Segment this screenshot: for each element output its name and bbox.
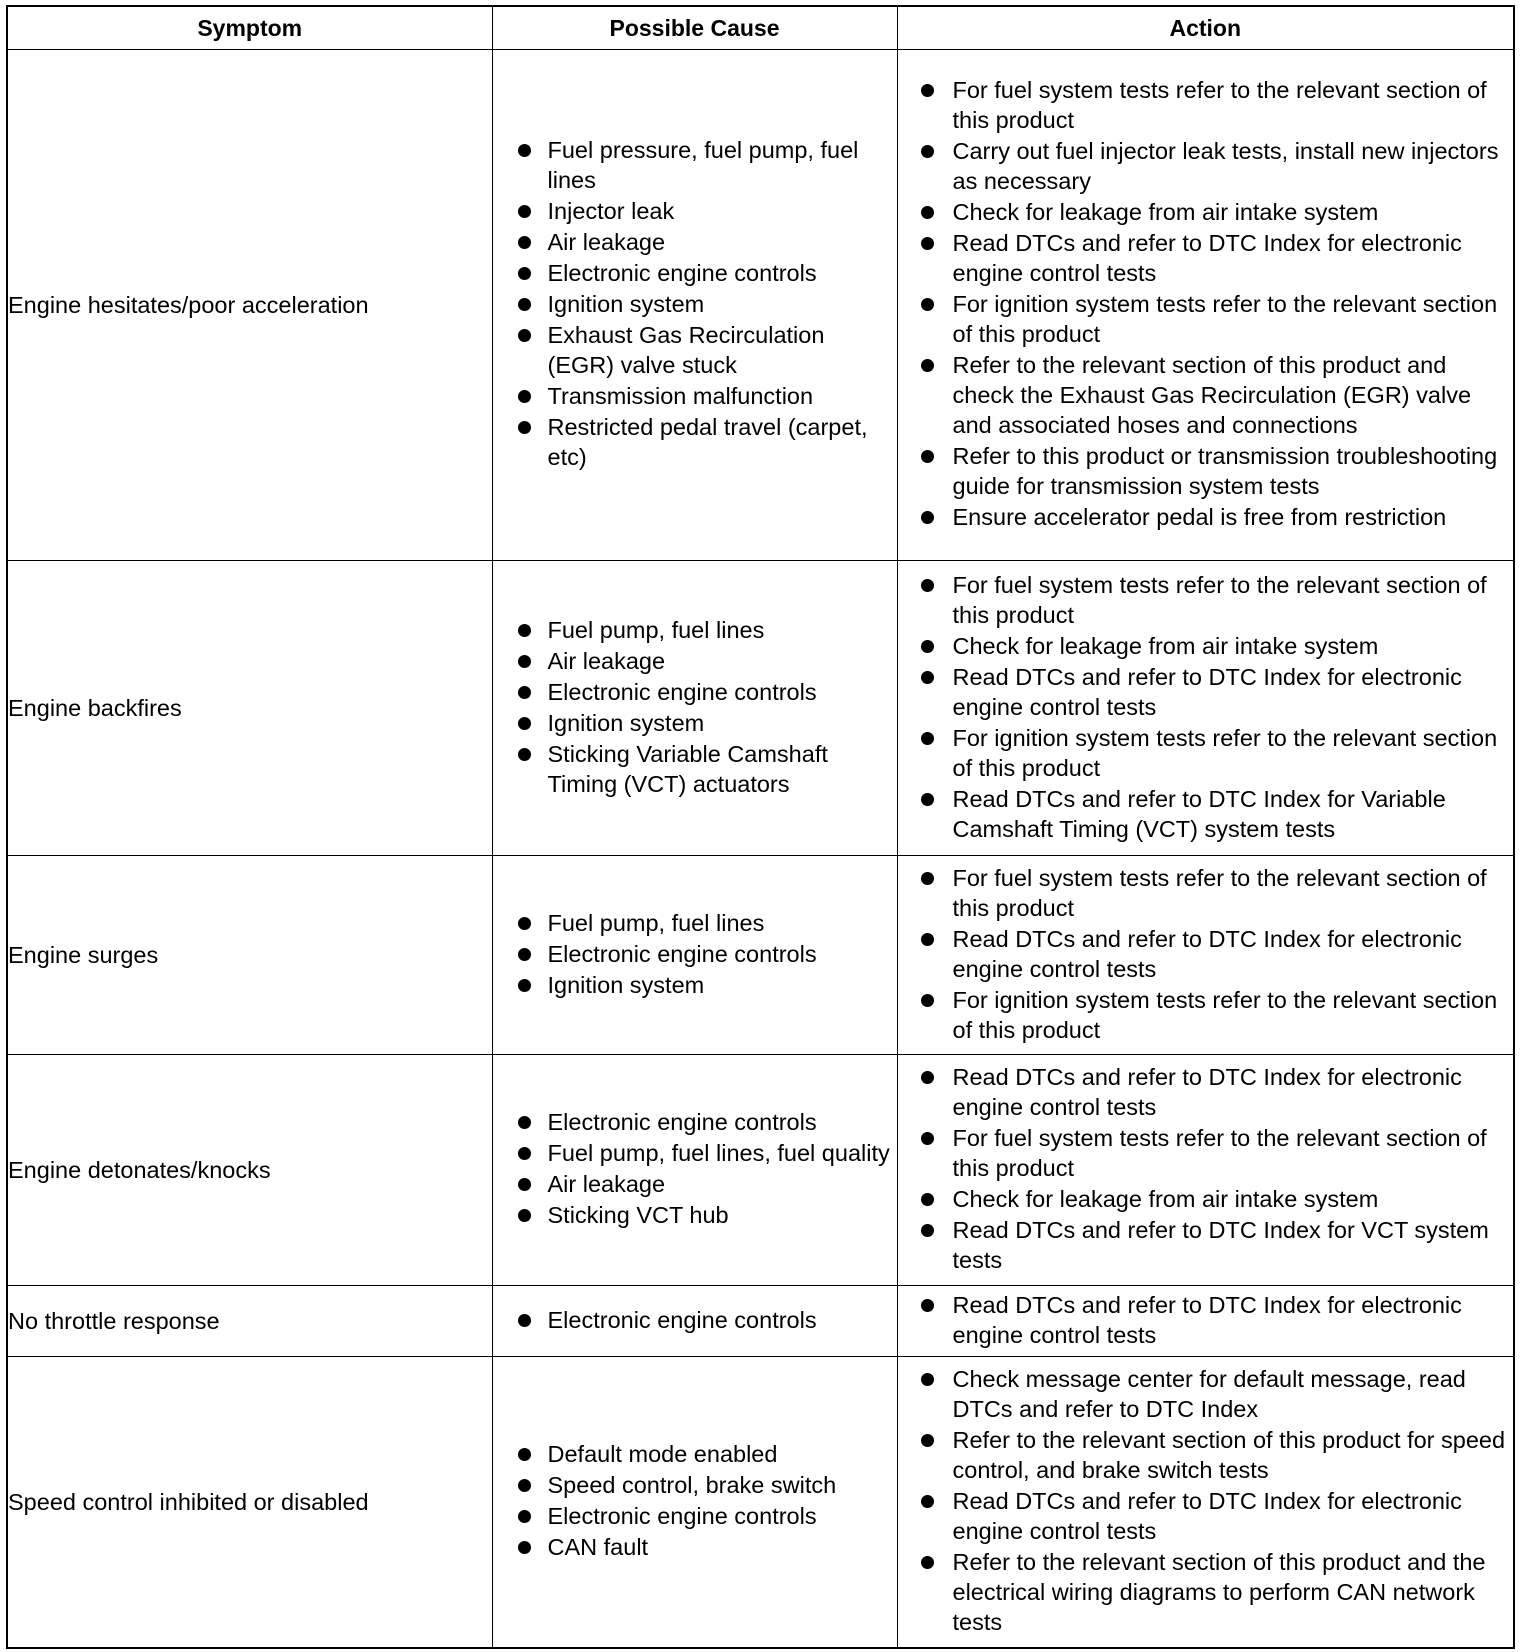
action-item: Read DTCs and refer to DTC Index for electronic engine control tests [898,924,1510,984]
table-row [7,561,1514,856]
action-item: Refer to this product or transmission troubleshooting guide for transmission system tests [898,441,1510,501]
cause-item: Transmission malfunction [493,381,893,411]
action-item: Read DTCs and refer to DTC Index for electronic engine control tests [898,228,1510,288]
cause-cell [492,1286,897,1357]
symptom-cell: Engine surges [7,856,492,1055]
action-item: Carry out fuel injector leak tests, install new injectors as necessary [898,136,1510,196]
table-row [7,1357,1514,1649]
action-item: For fuel system tests refer to the relevant section of this product [898,1123,1510,1183]
cause-item: Electronic engine controls [493,1501,893,1531]
action-item: For ignition system tests refer to the relevant section of this product [898,289,1510,349]
cause-list [493,1105,897,1235]
table-row [7,50,1514,561]
cause-item: Ignition system [493,708,893,738]
cause-item: Fuel pump, fuel lines, fuel quality [493,1138,893,1168]
table-row [7,856,1514,1055]
cause-cell [492,856,897,1055]
action-item: Check for leakage from air intake system [898,1184,1510,1214]
cause-item: CAN fault [493,1532,893,1562]
action-cell [897,856,1514,1055]
action-item: Read DTCs and refer to DTC Index for electronic engine control tests [898,1062,1510,1122]
cause-item: Injector leak [493,196,893,226]
cause-item: Electronic engine controls [493,677,893,707]
symptom-cell: Engine detonates/knocks [7,1055,492,1286]
cause-item: Fuel pressure, fuel pump, fuel lines [493,135,893,195]
action-list [898,1362,1514,1642]
symptom-cell: No throttle response [7,1286,492,1357]
action-list [898,568,1514,849]
action-item: Refer to the relevant section of this product and the electrical wiring diagrams to perform CAN network tests [898,1547,1510,1637]
action-cell [897,1286,1514,1357]
action-item: Read DTCs and refer to DTC Index for electronic engine control tests [898,1486,1510,1546]
cause-item: Exhaust Gas Recirculation (EGR) valve stuck [493,320,893,380]
cause-item: Speed control, brake switch [493,1470,893,1500]
action-item: Check for leakage from air intake system [898,631,1510,661]
action-list [898,73,1514,537]
action-item: Read DTCs and refer to DTC Index for VCT system tests [898,1215,1510,1275]
cause-item: Fuel pump, fuel lines [493,908,893,938]
header-symptom: Symptom [7,6,492,50]
action-item: Read DTCs and refer to DTC Index for electronic engine control tests [898,1290,1510,1350]
cause-cell [492,1357,897,1649]
cause-item: Electronic engine controls [493,1305,893,1335]
action-item: For ignition system tests refer to the relevant section of this product [898,985,1510,1045]
action-item: For fuel system tests refer to the relevant section of this product [898,570,1510,630]
action-item: For ignition system tests refer to the relevant section of this product [898,723,1510,783]
action-list [898,1060,1514,1280]
cause-item: Sticking VCT hub [493,1200,893,1230]
cause-item: Ignition system [493,289,893,319]
action-cell [897,1357,1514,1649]
symptom-diagnosis-table [6,5,1515,1649]
action-item: Check for leakage from air intake system [898,197,1510,227]
action-item: Check message center for default message, read DTCs and refer to DTC Index [898,1364,1510,1424]
action-item: Ensure accelerator pedal is free from restriction [898,502,1510,532]
symptom-cell: Engine backfires [7,561,492,856]
table-row [7,1055,1514,1286]
symptom-cell: Speed control inhibited or disabled [7,1357,492,1649]
action-item: Read DTCs and refer to DTC Index for Variable Camshaft Timing (VCT) system tests [898,784,1510,844]
cause-cell [492,1055,897,1286]
action-cell [897,50,1514,561]
cause-item: Electronic engine controls [493,939,893,969]
action-item: For fuel system tests refer to the relevant section of this product [898,75,1510,135]
cause-item: Default mode enabled [493,1439,893,1469]
table-row [7,1286,1514,1357]
action-item: Refer to the relevant section of this product for speed control, and brake switch tests [898,1425,1510,1485]
cause-list [493,613,897,804]
cause-item: Air leakage [493,646,893,676]
cause-cell [492,561,897,856]
action-list [898,1288,1514,1355]
cause-list [493,1437,897,1567]
cause-cell [492,50,897,561]
header-row [7,6,1514,50]
action-item: Refer to the relevant section of this product and check the Exhaust Gas Recirculation (EGR) valve and associated hoses and connections [898,350,1510,440]
action-list [898,861,1514,1050]
cause-list [493,1303,897,1340]
cause-item: Restricted pedal travel (carpet, etc) [493,412,893,472]
cause-item: Air leakage [493,227,893,257]
action-item: Read DTCs and refer to DTC Index for electronic engine control tests [898,662,1510,722]
action-cell [897,1055,1514,1286]
action-cell [897,561,1514,856]
action-item: For fuel system tests refer to the relevant section of this product [898,863,1510,923]
cause-item: Ignition system [493,970,893,1000]
cause-item: Electronic engine controls [493,1107,893,1137]
symptom-cell: Engine hesitates/poor acceleration [7,50,492,561]
cause-list [493,906,897,1005]
cause-list [493,133,897,477]
cause-item: Fuel pump, fuel lines [493,615,893,645]
cause-item: Sticking Variable Camshaft Timing (VCT) actuators [493,739,893,799]
header-action: Action [897,6,1514,50]
cause-item: Electronic engine controls [493,258,893,288]
cause-item: Air leakage [493,1169,893,1199]
header-possible-cause: Possible Cause [492,6,897,50]
